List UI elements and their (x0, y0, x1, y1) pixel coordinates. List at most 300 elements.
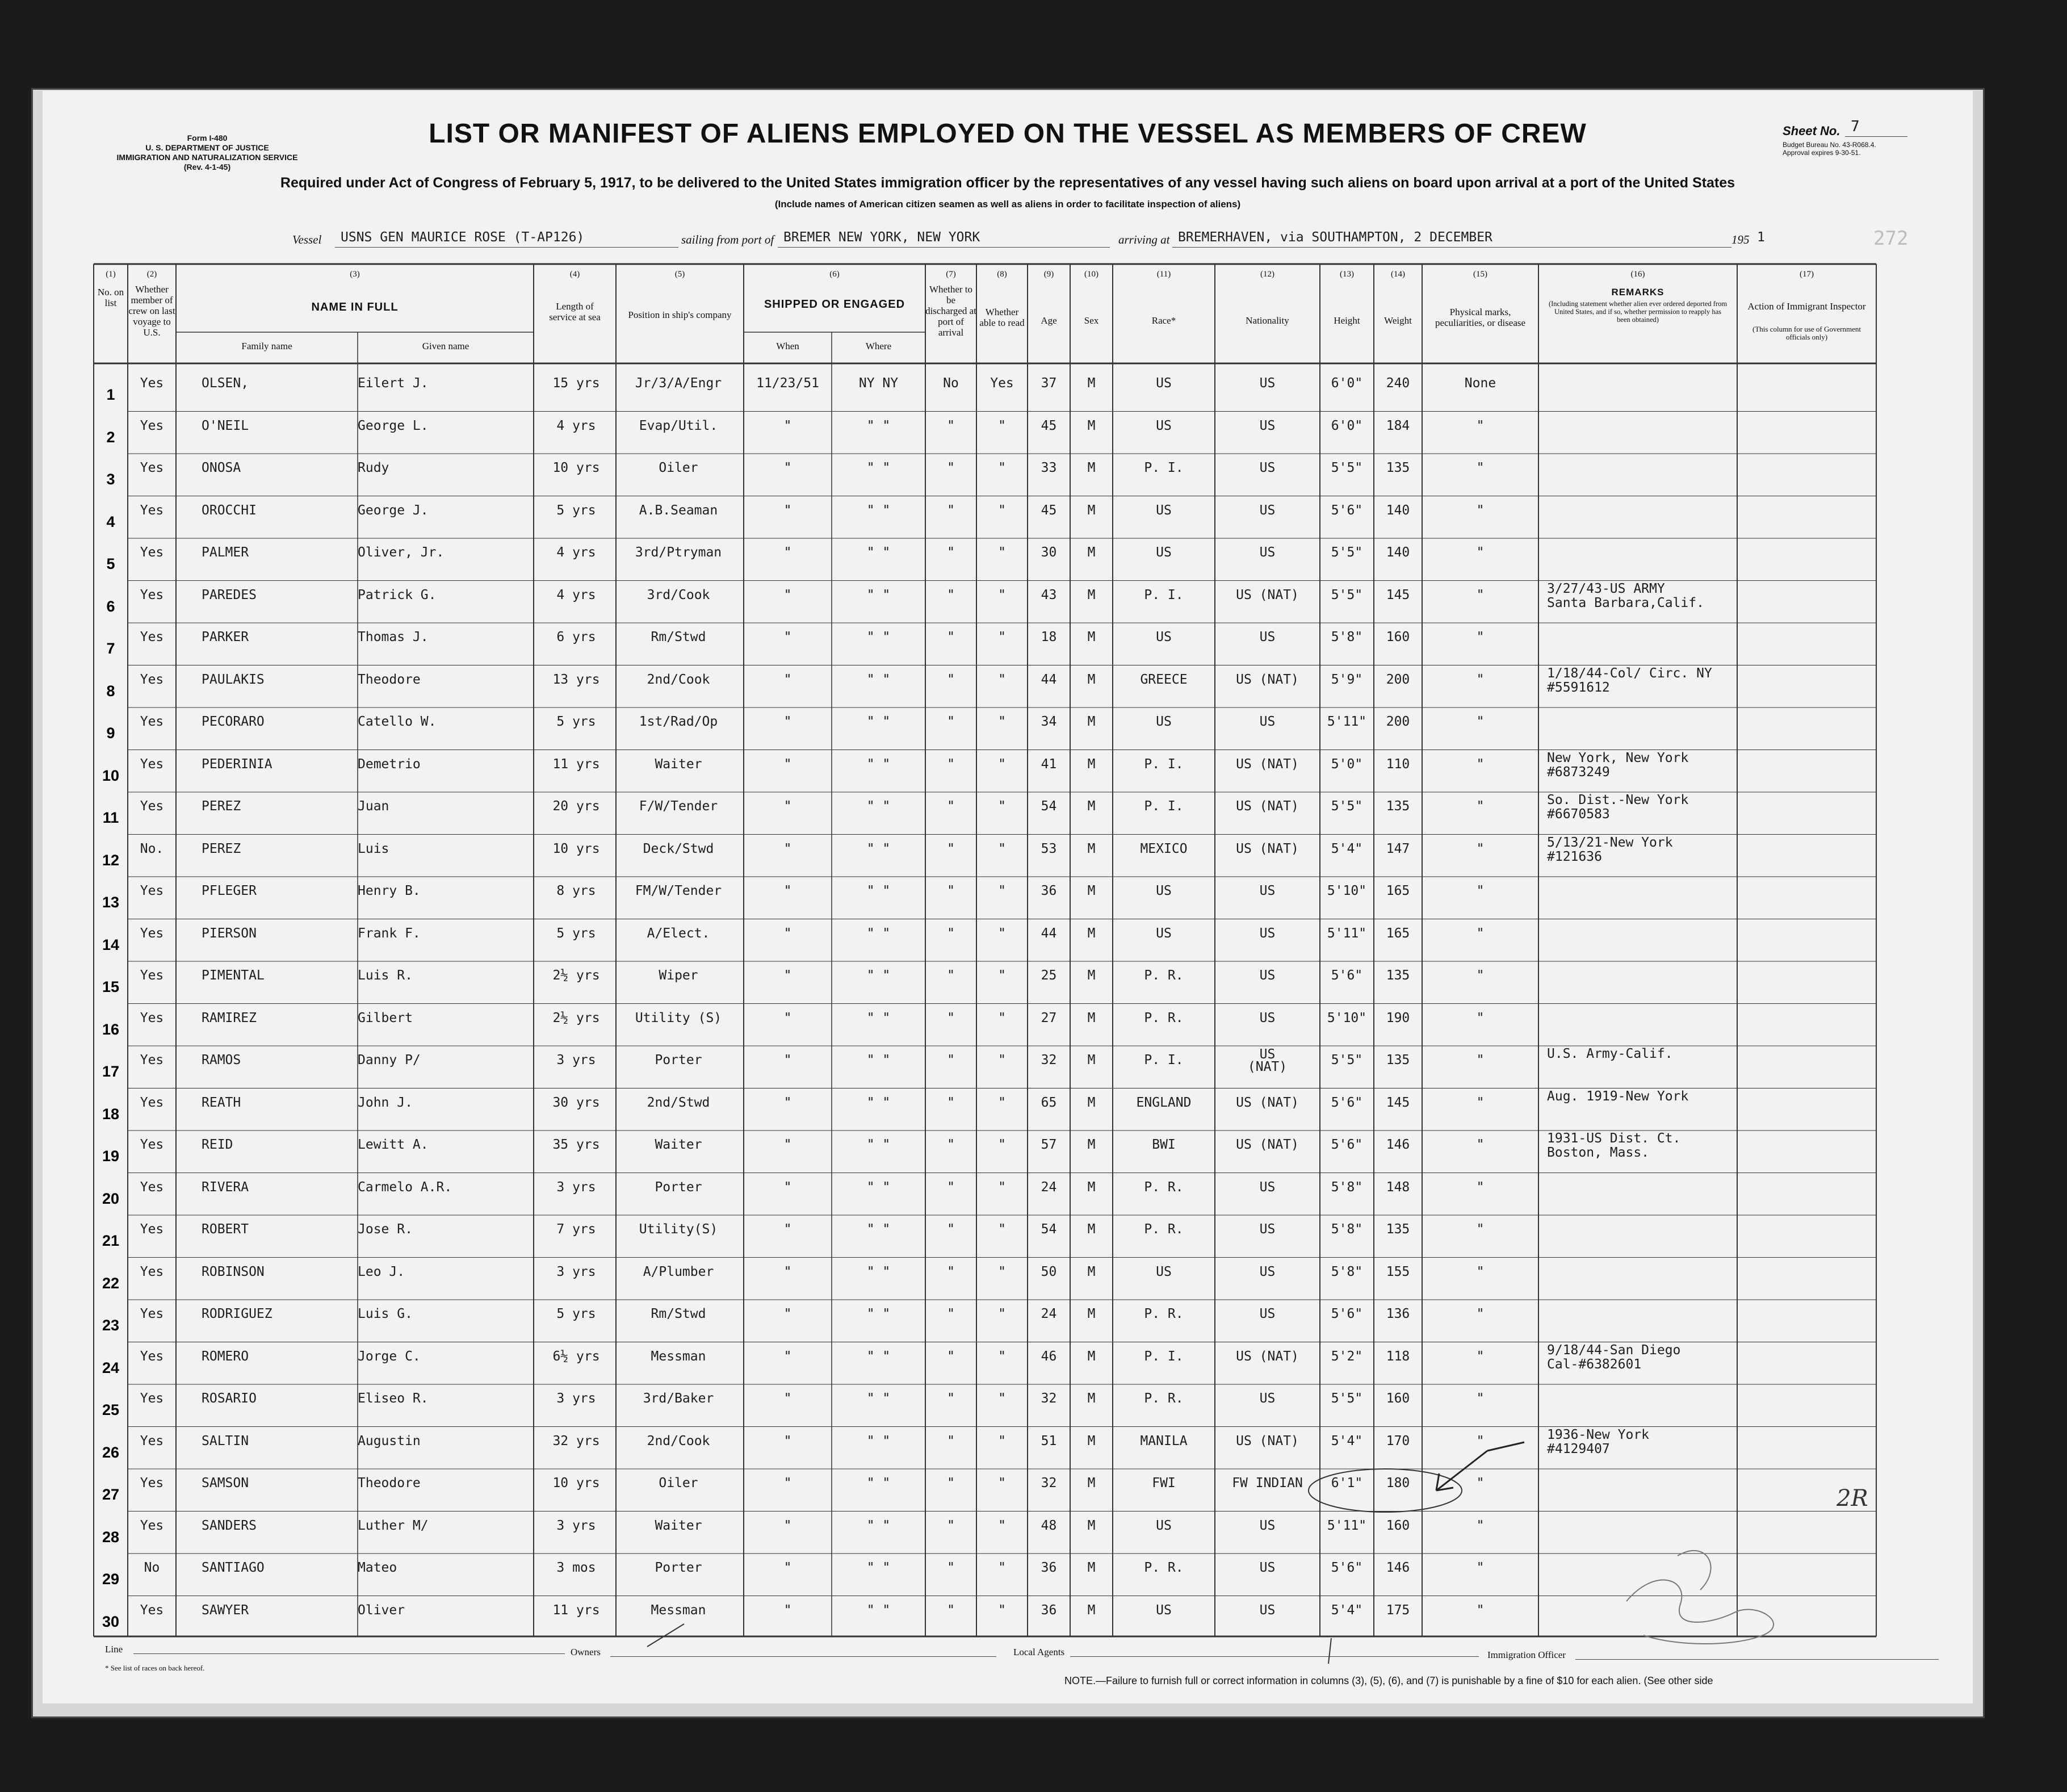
cell-discharged: No (943, 376, 959, 391)
cell-race: P. R. (1144, 1179, 1184, 1195)
cell-nationality: US (NAT) (1247, 1047, 1288, 1074)
cell-length-service: 30 yrs (552, 1095, 600, 1110)
cell-sex: M (1087, 714, 1096, 729)
cell-shipped-where: " " (866, 1433, 891, 1448)
cell-sex: M (1087, 1010, 1096, 1025)
cell-age: 32 (1041, 1053, 1057, 1067)
cell-length-service: 15 yrs (552, 376, 600, 391)
cell-position: Wiper (659, 968, 698, 983)
cell-length-service: 3 mos (556, 1560, 596, 1575)
cell-shipped-where: " " (866, 1095, 891, 1110)
cell-shipped-where: " " (866, 1053, 891, 1067)
cell-physical-marks: " (1476, 1391, 1485, 1406)
cell-race: P. I. (1144, 1349, 1184, 1364)
cell-shipped-where: " " (866, 884, 891, 898)
cell-race: US (1156, 1264, 1172, 1279)
cell-length-service: 5 yrs (556, 503, 596, 518)
col-num-1: (1) (106, 270, 116, 279)
cell-height: 5'9" (1331, 672, 1363, 687)
cell-member-last-voyage: Yes (140, 884, 164, 898)
cell-sex: M (1087, 630, 1096, 644)
cell-shipped-where: " " (866, 714, 891, 729)
header-given-name: Given name (422, 341, 469, 351)
cell-physical-marks: " (1476, 630, 1485, 644)
cell-length-service: 3 yrs (556, 1264, 596, 1279)
cell-height: 5'6" (1331, 503, 1363, 518)
cell-given-name: Juan (358, 799, 389, 814)
row-number: 22 (102, 1274, 120, 1292)
cell-length-service: 11 yrs (552, 756, 600, 772)
cell-remarks: 1936-New York #4129407 (1547, 1427, 1650, 1456)
manifest-sheet (43, 91, 1973, 1703)
cell-given-name: Danny P/ (358, 1053, 421, 1067)
cell-physical-marks: " (1476, 1095, 1485, 1110)
cell-discharged: " (947, 756, 955, 772)
cell-race: P. I. (1144, 1053, 1184, 1067)
cell-member-last-voyage: Yes (140, 1264, 164, 1279)
cell-height: 5'5" (1331, 460, 1363, 475)
cell-member-last-voyage: Yes (140, 756, 164, 772)
cell-age: 48 (1041, 1518, 1057, 1533)
cell-given-name: Lewitt A. (358, 1137, 429, 1152)
cell-family-name: RIVERA (202, 1179, 249, 1195)
cell-position: Waiter (655, 756, 702, 772)
cell-position: 3rd/Ptryman (635, 545, 722, 560)
cell-race: P. I. (1144, 756, 1184, 772)
cell-position: Deck/Stwd (643, 841, 714, 856)
cell-length-service: 5 yrs (556, 1307, 596, 1321)
cell-discharged: " (947, 545, 955, 560)
cell-discharged: " (947, 1391, 955, 1406)
cell-position: Utility (S) (635, 1010, 722, 1025)
cell-shipped-when: " (783, 1053, 792, 1067)
cell-nationality: US (1259, 1264, 1276, 1279)
cell-position: Evap/Util. (639, 418, 718, 433)
header-race: Race* (1151, 315, 1176, 326)
cell-weight: 140 (1386, 503, 1410, 518)
cell-length-service: 10 yrs (552, 1476, 600, 1490)
cell-discharged: " (947, 1095, 955, 1110)
cell-shipped-when: " (783, 1476, 792, 1490)
budget-bureau-number: Budget Bureau No. 43-R068.4. (1783, 141, 1876, 149)
cell-weight: 184 (1386, 418, 1410, 433)
cell-length-service: 13 yrs (552, 672, 600, 687)
cell-given-name: Patrick G. (358, 587, 437, 602)
cell-nationality: US (1259, 926, 1276, 941)
cell-member-last-voyage: Yes (140, 1137, 164, 1152)
sheet-number-value: 7 (1851, 118, 1860, 135)
footer-note: NOTE.—Failure to furnish full or correct information in columns (3), (5), (6), and (7) is punishable by a fine of $10 for each alien. (See other side (1064, 1675, 1713, 1686)
cell-family-name: PEREZ (202, 799, 241, 814)
cell-nationality: US (1259, 545, 1276, 560)
cell-shipped-when: " (783, 1264, 792, 1279)
cell-position: Rm/Stwd (651, 1307, 706, 1321)
cell-nationality: US (NAT) (1236, 1095, 1299, 1110)
cell-remarks: 1931-US Dist. Ct. Boston, Mass. (1547, 1131, 1681, 1160)
row-number: 10 (102, 767, 120, 784)
cell-shipped-when: " (783, 545, 792, 560)
cell-age: 32 (1041, 1476, 1057, 1490)
cell-shipped-where: " " (866, 756, 891, 772)
cell-shipped-when: " (783, 799, 792, 814)
cell-given-name: Leo J. (358, 1264, 405, 1279)
cell-remarks: 1/18/44-Col/ Circ. NY #5591612 (1547, 665, 1712, 695)
row-number: 7 (106, 640, 115, 657)
cell-length-service: 4 yrs (556, 545, 596, 560)
cell-race: GREECE (1140, 672, 1188, 687)
cell-weight: 135 (1386, 460, 1410, 475)
cell-nationality: US (1259, 1602, 1276, 1618)
header-physical-marks: Physical marks, peculiarities, or disease (1435, 307, 1526, 328)
row-number: 11 (102, 809, 119, 826)
cell-physical-marks: " (1476, 503, 1485, 518)
cell-height: 5'11" (1327, 714, 1367, 729)
cell-discharged: " (947, 1433, 955, 1448)
row-number: 30 (102, 1613, 120, 1630)
cell-length-service: 10 yrs (552, 460, 600, 475)
cell-length-service: 4 yrs (556, 418, 596, 433)
cell-shipped-where: " " (866, 1560, 891, 1575)
cell-nationality: US (1259, 418, 1276, 433)
cell-nationality: US (NAT) (1236, 587, 1299, 602)
cell-given-name: Thomas J. (358, 630, 429, 644)
cell-position: Porter (655, 1053, 702, 1067)
sheet-number-label: Sheet No. (1783, 124, 1840, 138)
cell-discharged: " (947, 1053, 955, 1067)
cell-family-name: ROBINSON (202, 1264, 265, 1279)
row-number: 28 (102, 1528, 120, 1546)
cell-given-name: Demetrio (358, 756, 421, 772)
col-num-4: (4) (569, 270, 580, 279)
header-age: Age (1041, 315, 1057, 326)
cell-length-service: 11 yrs (552, 1602, 600, 1618)
cell-family-name: RAMOS (202, 1053, 241, 1067)
cell-length-service: 3 yrs (556, 1179, 596, 1195)
cell-weight: 165 (1386, 884, 1410, 898)
cell-physical-marks: " (1476, 1137, 1485, 1152)
cell-given-name: John J. (358, 1095, 413, 1110)
cell-member-last-voyage: Yes (140, 418, 164, 433)
cell-sex: M (1087, 841, 1096, 856)
col-num-6: (6) (829, 270, 840, 279)
cell-member-last-voyage: Yes (140, 1602, 164, 1618)
cell-weight: 146 (1386, 1560, 1410, 1575)
revision-date: (Rev. 4-1-45) (183, 162, 231, 171)
cell-family-name: PECORARO (202, 714, 265, 729)
row-number: 14 (102, 936, 120, 953)
cell-race: P. I. (1144, 460, 1184, 475)
cell-shipped-where: " " (866, 1476, 891, 1490)
cell-position: Oiler (659, 1476, 698, 1490)
cell-height: 5'10" (1327, 1010, 1367, 1025)
cell-weight: 110 (1386, 756, 1410, 772)
header-member-last-voyage: Whether member of crew on last voyage to U.S. (128, 284, 175, 338)
header-where: Where (865, 341, 892, 351)
header-length-service: Length of service at sea (549, 301, 601, 323)
cell-age: 36 (1041, 1602, 1057, 1618)
cell-weight: 135 (1386, 1222, 1410, 1237)
cell-weight: 240 (1386, 376, 1410, 391)
cell-weight: 145 (1386, 587, 1410, 602)
cell-given-name: Luis G. (358, 1307, 413, 1321)
row-number: 6 (106, 597, 115, 615)
row-number: 18 (102, 1105, 120, 1123)
col-num-5: (5) (674, 270, 685, 279)
cell-shipped-where: NY NY (858, 376, 899, 391)
row-number: 26 (102, 1443, 120, 1461)
cell-length-service: 2½ yrs (552, 968, 600, 983)
cell-shipped-when: " (783, 714, 792, 729)
cell-shipped-when: " (783, 1349, 792, 1364)
cell-member-last-voyage: Yes (140, 1349, 164, 1364)
row-number: 12 (102, 851, 120, 869)
cell-age: 57 (1041, 1137, 1057, 1152)
cell-weight: 165 (1386, 926, 1410, 941)
cell-given-name: Frank F. (358, 926, 421, 941)
cell-age: 41 (1041, 756, 1057, 772)
cell-able-to-read: Yes (990, 376, 1014, 391)
cell-member-last-voyage: Yes (140, 714, 164, 729)
cell-able-to-read: " (998, 884, 1006, 898)
cell-height: 5'8" (1331, 1222, 1363, 1237)
cell-family-name: REID (202, 1137, 233, 1152)
cell-length-service: 3 yrs (556, 1053, 596, 1067)
cell-nationality: US (1259, 714, 1276, 729)
approval-expiry: Approval expires 9-30-51. (1783, 149, 1861, 157)
cell-able-to-read: " (998, 841, 1006, 856)
cell-discharged: " (947, 884, 955, 898)
cell-given-name: Oliver, Jr. (358, 545, 445, 560)
cell-shipped-when: " (783, 1391, 792, 1406)
cell-physical-marks: " (1476, 1179, 1485, 1195)
cell-age: 51 (1041, 1433, 1057, 1448)
cell-sex: M (1087, 1518, 1096, 1533)
header-when: When (776, 341, 799, 351)
cell-remarks: U.S. Army-Calif. (1547, 1046, 1673, 1061)
row-number: 16 (102, 1020, 120, 1038)
cell-weight: 135 (1386, 968, 1410, 983)
cell-height: 5'5" (1331, 587, 1363, 602)
cell-position: Waiter (655, 1137, 702, 1152)
cell-family-name: RAMIREZ (202, 1010, 257, 1025)
cell-able-to-read: " (998, 630, 1006, 644)
cell-discharged: " (947, 460, 955, 475)
cell-given-name: Eilert J. (358, 376, 429, 391)
cell-physical-marks: " (1476, 1476, 1485, 1490)
cell-remarks: 3/27/43-US ARMY Santa Barbara,Calif. (1547, 581, 1704, 610)
cell-physical-marks: " (1476, 1349, 1485, 1364)
cell-remarks: So. Dist.-New York #6670583 (1547, 793, 1689, 822)
cell-nationality: US (NAT) (1236, 1349, 1299, 1364)
cell-nationality: US (NAT) (1236, 672, 1299, 687)
cell-age: 32 (1041, 1391, 1057, 1406)
cell-remarks: New York, New York #6873249 (1547, 750, 1689, 780)
cell-sex: M (1087, 1137, 1096, 1152)
cell-family-name: PALMER (202, 545, 249, 560)
cell-sex: M (1087, 1264, 1096, 1279)
cell-discharged: " (947, 503, 955, 518)
cell-race: FWI (1152, 1476, 1176, 1490)
cell-shipped-where: " " (866, 1179, 891, 1195)
cell-discharged: " (947, 1476, 955, 1490)
cell-height: 5'6" (1331, 1560, 1363, 1575)
cell-shipped-when: " (783, 1602, 792, 1618)
cell-family-name: PIERSON (202, 926, 257, 941)
cell-shipped-when: " (783, 418, 792, 433)
cell-shipped-when: " (783, 841, 792, 856)
cell-race: BWI (1152, 1137, 1176, 1152)
cell-age: 37 (1041, 376, 1057, 391)
cell-shipped-when: " (783, 1433, 792, 1448)
cell-member-last-voyage: Yes (140, 1307, 164, 1321)
cell-sex: M (1087, 1476, 1096, 1490)
row-number: 19 (102, 1148, 120, 1165)
cell-shipped-where: " " (866, 587, 891, 602)
inspector-note: 2R (1837, 1485, 1868, 1512)
cell-able-to-read: " (998, 1391, 1006, 1406)
cell-shipped-where: " " (866, 1137, 891, 1152)
cell-able-to-read: " (998, 1137, 1006, 1152)
cell-height: 5'6" (1331, 1307, 1363, 1321)
cell-race: US (1156, 545, 1172, 560)
cell-discharged: " (947, 418, 955, 433)
cell-physical-marks: " (1476, 587, 1485, 602)
cell-race: P. R. (1144, 1222, 1184, 1237)
cell-able-to-read: " (998, 1307, 1006, 1321)
cell-length-service: 6½ yrs (552, 1349, 600, 1364)
cell-family-name: SANTIAGO (202, 1560, 265, 1575)
cell-shipped-when: " (783, 756, 792, 772)
cell-member-last-voyage: Yes (140, 460, 164, 475)
sailing-port: BREMER NEW YORK, NEW YORK (783, 230, 980, 245)
cell-nationality: US (NAT) (1236, 1433, 1299, 1448)
cell-weight: 160 (1386, 1391, 1410, 1406)
header-able-read: Whether able to read (979, 307, 1025, 328)
cell-given-name: Oliver (358, 1602, 405, 1618)
cell-weight: 190 (1386, 1010, 1410, 1025)
cell-able-to-read: " (998, 545, 1006, 560)
cell-member-last-voyage: Yes (140, 1433, 164, 1448)
cell-nationality: FW INDIAN (1232, 1476, 1303, 1490)
header-no-on-list: No. on list (97, 287, 124, 308)
cell-height: 5'6" (1331, 968, 1363, 983)
cell-shipped-where: " " (866, 630, 891, 644)
cell-sex: M (1087, 503, 1096, 518)
cell-physical-marks: " (1476, 884, 1485, 898)
cell-discharged: " (947, 841, 955, 856)
cell-sex: M (1087, 418, 1096, 433)
header-action-sub: (This column for use of Government officials only) (1752, 325, 1861, 341)
cell-nationality: US (1259, 1391, 1276, 1406)
cell-age: 44 (1041, 672, 1057, 687)
cell-race: P. I. (1144, 587, 1184, 602)
cell-weight: 180 (1386, 1476, 1410, 1490)
col-num-11: (11) (1156, 270, 1171, 279)
cell-weight: 135 (1386, 799, 1410, 814)
cell-height: 5'4" (1331, 1433, 1363, 1448)
cell-shipped-where: " " (866, 1264, 891, 1279)
cell-member-last-voyage: Yes (140, 1391, 164, 1406)
header-remarks-sub: (Including statement whether alien ever ordered deported from United States, and if so, whether permission to reapply has been obtained) (1548, 300, 1728, 324)
cell-weight: 140 (1386, 545, 1410, 560)
cell-age: 65 (1041, 1095, 1057, 1110)
cell-nationality: US (1259, 1222, 1276, 1237)
arriving-label: arriving at (1118, 233, 1170, 246)
cell-race: P. I. (1144, 799, 1184, 814)
col-num-8: (8) (997, 270, 1007, 279)
cell-sex: M (1087, 587, 1096, 602)
cell-weight: 160 (1386, 1518, 1410, 1533)
cell-sex: M (1087, 1391, 1096, 1406)
cell-position: 2nd/Stwd (647, 1095, 710, 1110)
cell-discharged: " (947, 968, 955, 983)
cell-position: Utility(S) (639, 1222, 718, 1237)
cell-race: US (1156, 1602, 1172, 1618)
cell-able-to-read: " (998, 1095, 1006, 1110)
cell-family-name: PIMENTAL (202, 968, 265, 983)
header-family-name: Family name (241, 341, 292, 351)
cell-height: 5'5" (1331, 545, 1363, 560)
cell-discharged: " (947, 1602, 955, 1618)
cell-nationality: US (1259, 1010, 1276, 1025)
cell-race: US (1156, 503, 1172, 518)
cell-family-name: PFLEGER (202, 884, 257, 898)
cell-physical-marks: " (1476, 418, 1485, 433)
cell-length-service: 32 yrs (552, 1433, 600, 1448)
cell-physical-marks: " (1476, 1053, 1485, 1067)
cell-height: 5'0" (1331, 756, 1363, 772)
header-discharged: Whether to be discharged at port of arrival (925, 284, 976, 338)
cell-family-name: PEREZ (202, 841, 241, 856)
cell-able-to-read: " (998, 1518, 1006, 1533)
cell-remarks: 5/13/21-New York #121636 (1547, 835, 1673, 864)
cell-given-name: Luther M/ (358, 1518, 429, 1533)
cell-height: 5'11" (1327, 926, 1367, 941)
cell-sex: M (1087, 1053, 1096, 1067)
cell-member-last-voyage: Yes (140, 799, 164, 814)
cell-family-name: PEDERINIA (202, 756, 272, 772)
cell-physical-marks: " (1476, 1264, 1485, 1279)
cell-shipped-when: " (783, 1560, 792, 1575)
cell-race: MEXICO (1140, 841, 1188, 856)
cell-shipped-when: " (783, 884, 792, 898)
cell-length-service: 3 yrs (556, 1391, 596, 1406)
cell-race: P. R. (1144, 1307, 1184, 1321)
cell-length-service: 4 yrs (556, 587, 596, 602)
cell-family-name: SALTIN (202, 1433, 249, 1448)
cell-weight: 160 (1386, 630, 1410, 644)
cell-length-service: 5 yrs (556, 926, 596, 941)
cell-physical-marks: " (1476, 1602, 1485, 1618)
footer-races-note: * See list of races on back hereof. (105, 1664, 205, 1672)
cell-physical-marks: " (1476, 545, 1485, 560)
cell-family-name: PAREDES (202, 587, 257, 602)
cell-age: 24 (1041, 1307, 1057, 1321)
cell-member-last-voyage: Yes (140, 1222, 164, 1237)
cell-shipped-when: " (783, 1179, 792, 1195)
cell-height: 6'1" (1331, 1476, 1363, 1490)
cell-position: Waiter (655, 1518, 702, 1533)
cell-age: 36 (1041, 1560, 1057, 1575)
cell-nationality: US (1259, 1518, 1276, 1533)
cell-family-name: PARKER (202, 630, 249, 644)
cell-discharged: " (947, 1179, 955, 1195)
cell-age: 24 (1041, 1179, 1057, 1195)
row-number: 15 (102, 978, 120, 995)
cell-able-to-read: " (998, 926, 1006, 941)
header-nationality: Nationality (1246, 315, 1289, 326)
cell-family-name: SANDERS (202, 1518, 257, 1533)
